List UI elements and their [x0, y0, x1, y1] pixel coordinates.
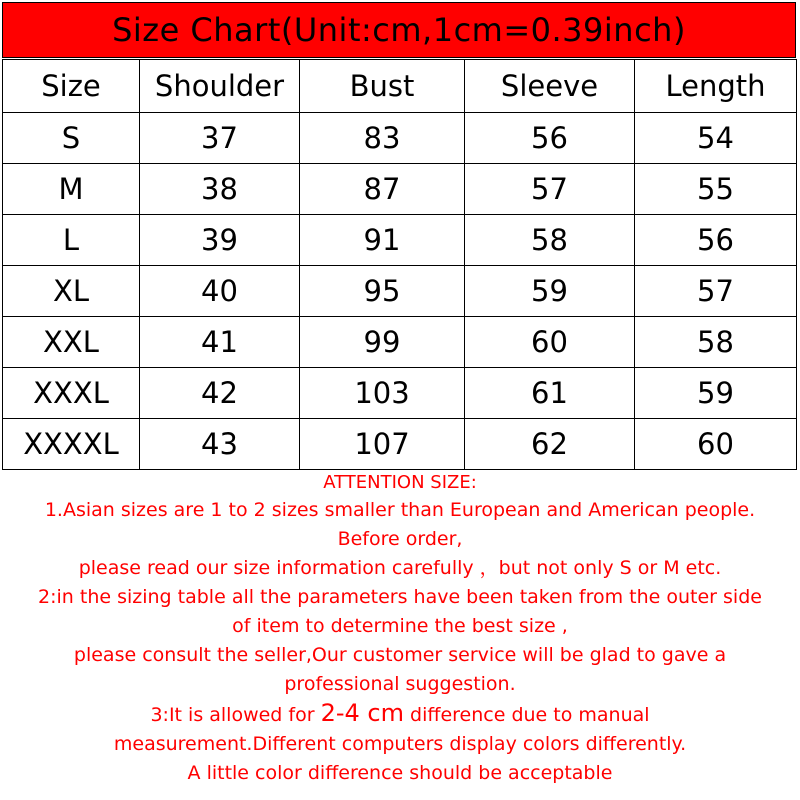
attention-heading: ATTENTION SIZE:: [323, 472, 477, 493]
cell-length: 56: [635, 215, 797, 266]
cell-bust: 103: [300, 368, 465, 419]
cell-shoulder: 42: [140, 368, 300, 419]
cell-length: 54: [635, 113, 797, 164]
note-line-3: please read our size information carefully ，but not only S or M etc.: [78, 557, 722, 579]
cell-bust: 107: [300, 419, 465, 470]
cell-size: L: [3, 215, 140, 266]
cell-size: S: [3, 113, 140, 164]
cell-bust: 99: [300, 317, 465, 368]
note-line-9: measurement.Different computers display colors differently.: [113, 733, 687, 755]
note-line-2: Before order,: [337, 528, 463, 550]
cell-size: XXXXL: [3, 419, 140, 470]
cell-sleeve: 59: [465, 266, 635, 317]
header-sleeve: Sleeve: [465, 60, 635, 113]
table-row: [3, 317, 797, 368]
note-line-7: professional suggestion.: [284, 673, 516, 695]
header-length: Length: [635, 60, 797, 113]
note-line-8-post: difference due to manual: [403, 704, 650, 726]
note-line-10: A little color difference should be acceptable: [187, 762, 613, 784]
table-row: [3, 113, 797, 164]
cell-sleeve: 62: [465, 419, 635, 470]
cell-bust: 91: [300, 215, 465, 266]
cell-sleeve: 58: [465, 215, 635, 266]
cell-shoulder: 37: [140, 113, 300, 164]
table-row: [3, 164, 797, 215]
table-header-row: [3, 60, 797, 113]
size-table: [2, 59, 797, 470]
cell-bust: 95: [300, 266, 465, 317]
note-line-1: 1.Asian sizes are 1 to 2 sizes smaller than European and American people.: [44, 499, 756, 521]
cell-size: M: [3, 164, 140, 215]
cell-sleeve: 60: [465, 317, 635, 368]
cell-size: XXXL: [3, 368, 140, 419]
header-size: Size: [3, 60, 140, 113]
attention-notes: [0, 470, 800, 788]
cell-shoulder: 43: [140, 419, 300, 470]
note-line-6: please consult the seller,Our customer service will be glad to gave a: [73, 644, 727, 666]
cell-bust: 87: [300, 164, 465, 215]
cell-shoulder: 41: [140, 317, 300, 368]
cell-sleeve: 56: [465, 113, 635, 164]
table-row: [3, 368, 797, 419]
cell-length: 59: [635, 368, 797, 419]
note-line-8: [0, 699, 800, 730]
note-line-8-pre: 3:It is allowed for: [150, 704, 321, 726]
cell-bust: 83: [300, 113, 465, 164]
cell-sleeve: 61: [465, 368, 635, 419]
tolerance-highlight: 2-4 cm: [320, 699, 404, 727]
header-bust: Bust: [300, 60, 465, 113]
note-line-4: 2:in the sizing table all the parameters have been taken from the outer side: [38, 586, 762, 608]
table-row: [3, 266, 797, 317]
size-chart-title: Size Chart(Unit:cm,1cm=0.39inch): [2, 2, 796, 58]
table-row: [3, 419, 797, 470]
cell-length: 57: [635, 266, 797, 317]
cell-size: XXL: [3, 317, 140, 368]
cell-shoulder: 38: [140, 164, 300, 215]
cell-length: 60: [635, 419, 797, 470]
note-line-5: of item to determine the best size ,: [232, 615, 568, 637]
cell-shoulder: 39: [140, 215, 300, 266]
cell-shoulder: 40: [140, 266, 300, 317]
header-shoulder: Shoulder: [140, 60, 300, 113]
cell-sleeve: 57: [465, 164, 635, 215]
cell-size: XL: [3, 266, 140, 317]
table-row: [3, 215, 797, 266]
cell-length: 58: [635, 317, 797, 368]
cell-length: 55: [635, 164, 797, 215]
